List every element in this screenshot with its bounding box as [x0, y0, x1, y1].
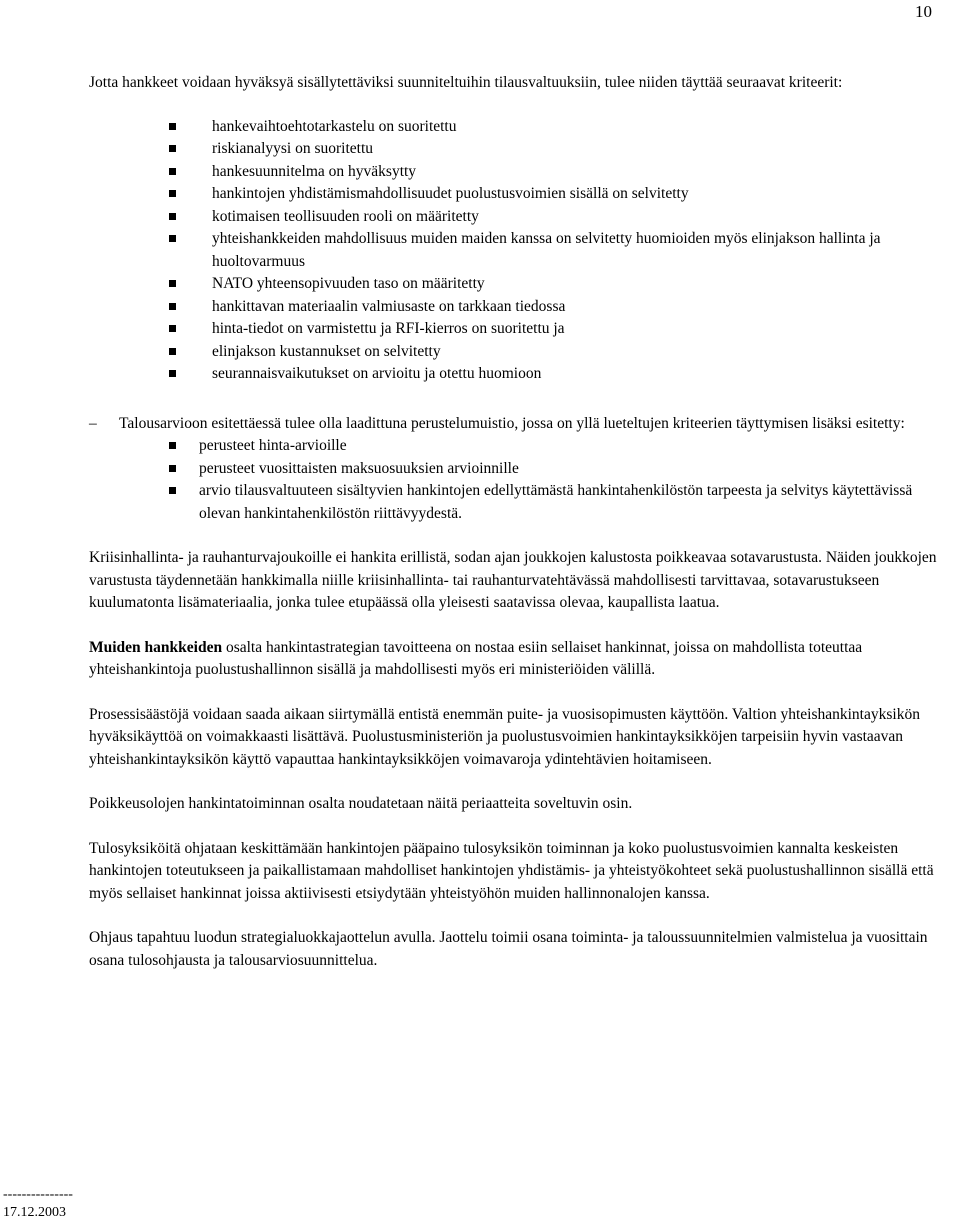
list-item: riskianalyysi on suoritettu — [212, 138, 941, 161]
list-item: hankevaihtoehtotarkastelu on suoritettu — [212, 116, 941, 139]
list-item: yhteishankkeiden mahdollisuus muiden maiden kanssa on selvitetty huomioiden myös elinjakson hallinta ja huoltovarmuus — [212, 228, 941, 273]
list-item: hankintojen yhdistämismahdollisuudet puolustusvoimien sisällä on selvitetty — [212, 183, 941, 206]
other-projects-text: osalta hankintastrategian tavoitteena on nostaa esiin sellaiset hankinnat, joissa on mahdollista toteuttaa yhteishankintoja puolustushallinnon sisällä ja mahdollisesti myös eri ministeriöiden välillä. — [89, 638, 863, 678]
footer-rule: --------------- — [3, 1187, 73, 1202]
list-item: NATO yhteensopivuuden taso on määritetty — [212, 273, 941, 296]
performance-paragraph: Tulosyksiköitä ohjataan keskittämään hankintojen pääpaino tulosyksikön toiminnan ja koko puolustusvoimien kannalta keskeisten hankintojen toteutukseen ja paikallistamaan mahdolliset hankintojen yhdistämis- ja yhteistyökohteet sekä puolustushallinnon sisällä että myös sellaiset hankinnat joissa aktiivisesti etsiydytään yhteistyöhön muiden hallinnonalojen kanssa. — [89, 839, 934, 902]
budget-paragraph — [89, 413, 941, 436]
exception-paragraph: Poikkeusolojen hankintatoiminnan osalta noudatetaan näitä periaatteita soveltuvin osin. — [89, 795, 633, 812]
bold-heading: Muiden hankkeiden — [89, 638, 223, 656]
process-paragraph: Prosessisäästöjä voidaan saada aikaan siirtymällä entistä enemmän puite- ja vuosisopimusten käyttöön. Valtion yhteishankintayksikön hyväksikäyttöä on voimakkaasti lisättävä. Puolustusministeriön ja puolustusvoimien hankintayksikköjen tarpeisiin hyvin vastaavan yhteishankintayksikön käyttö vapauttaa hankintayksikköjen voimavaroja ydintehtävien hoitamiseen. — [89, 705, 920, 768]
list-item: arvio tilausvaltuuteen sisältyvien hankintojen edellyttämästä hankintahenkilöstön tarpeesta ja selvitys käytettävissä olevan hankintahenkilöstön riittävyydestä. — [199, 480, 941, 525]
footer — [3, 1186, 73, 1222]
crisis-paragraph: Kriisinhallinta- ja rauhanturvajoukoille ei hankita erillistä, sodan ajan joukkojen kalustosta poikkeavaa sotavarustusta. Näiden joukkojen varustusta täydennetään hankkimalla niille kriisinhallinta- tai rauhanturvatehtävässä mahdollisesti tarvittavaa, sotavarustukseen kuulumatonta lisämateriaalia, jonka tulee etupäässä olla yleisesti saatavissa olevaa, kaupallista laatua. — [89, 549, 937, 611]
budget-text: Talousarvioon esitettäessä tulee olla laadittuna perustelumuistio, jossa on yllä lueteltujen kriteerien täyttymisen lisäksi esitetty: — [119, 414, 905, 432]
list-item: hankittavan materiaalin valmiusaste on tarkkaan tiedossa — [212, 296, 941, 319]
intro-paragraph: Jotta hankkeet voidaan hyväksyä sisällytettäviksi suunniteltuihin tilausvaltuuksiin, tulee niiden täyttää seuraavat kriteerit: — [89, 74, 843, 91]
list-item: perusteet vuosittaisten maksuosuuksien arvioinnille — [199, 458, 941, 481]
guidance-paragraph: Ohjaus tapahtuu luodun strategialuokkajaottelun avulla. Jaottelu toimii osana toiminta- ja taloussuunnitelmien valmistelua ja vuosittain osana tulosohjausta ja talousarviosuunnittelua. — [89, 929, 928, 969]
list-item: kotimaisen teollisuuden rooli on määritetty — [212, 206, 941, 229]
list-item: hankesuunnitelma on hyväksytty — [212, 161, 941, 184]
document-body — [89, 72, 941, 972]
criteria-list — [89, 116, 941, 386]
other-projects-paragraph — [89, 637, 941, 682]
list-item: seurannaisvaikutukset on arvioitu ja otettu huomioon — [212, 363, 941, 386]
page-number: 10 — [915, 2, 932, 21]
dash-marker: – — [89, 414, 97, 432]
list-item: hinta-tiedot on varmistettu ja RFI-kierros on suoritettu ja — [212, 318, 941, 341]
budget-list — [89, 435, 941, 525]
list-item: perusteet hinta-arvioille — [199, 435, 941, 458]
footer-date: 17.12.2003 — [3, 1205, 66, 1220]
list-item: elinjakson kustannukset on selvitetty — [212, 341, 941, 364]
